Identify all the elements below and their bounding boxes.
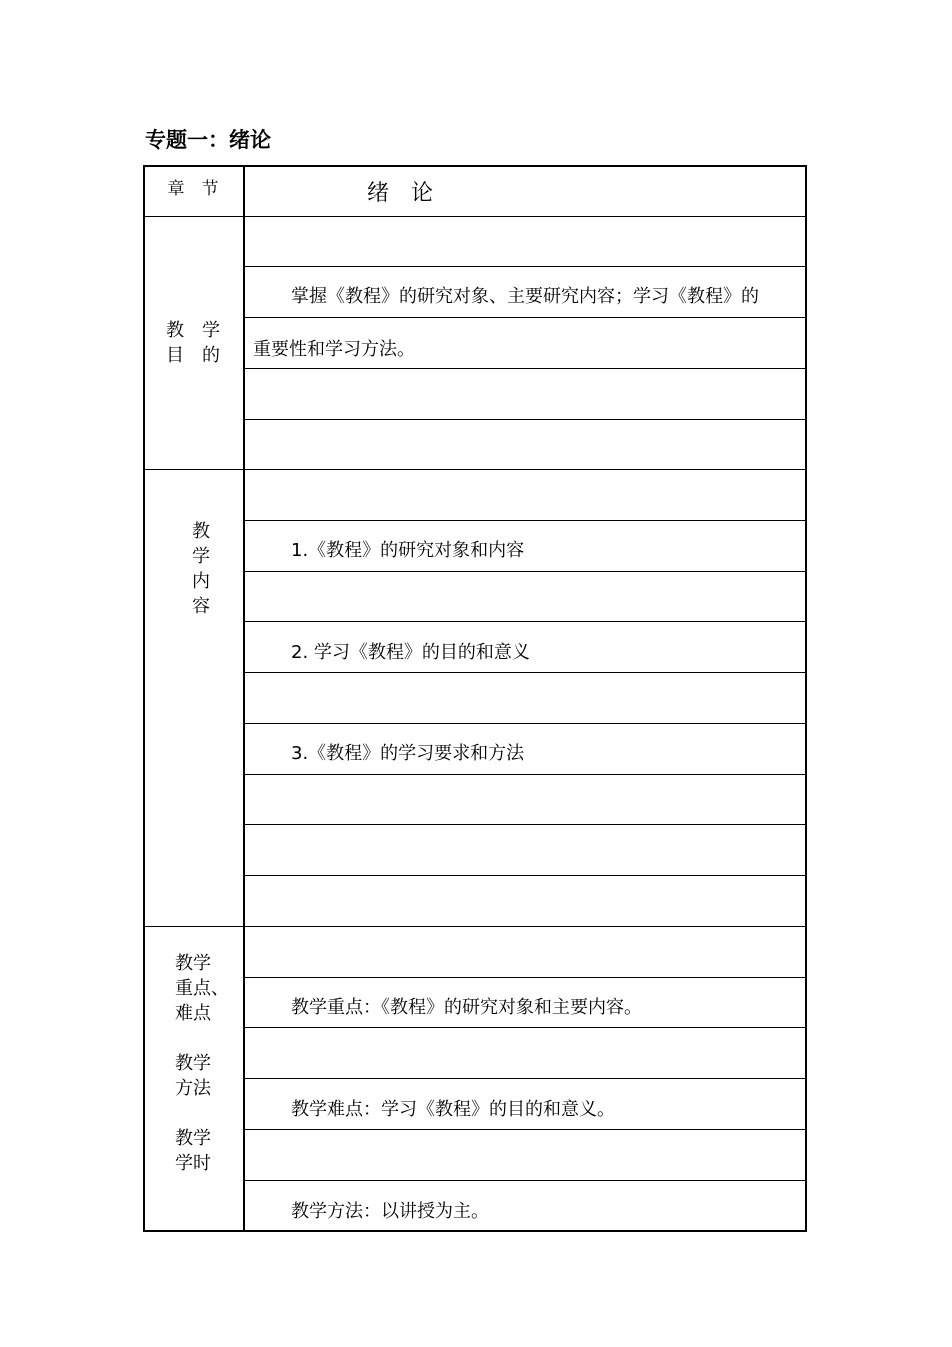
key-label-line: 教学 bbox=[175, 1128, 211, 1149]
row-divider bbox=[243, 1129, 807, 1130]
key-label-line: 学时 bbox=[175, 1153, 211, 1174]
objectives-label-line: 教 学 bbox=[166, 320, 220, 341]
chapter-label: 章 节 bbox=[167, 179, 219, 199]
content-label bbox=[143, 519, 259, 619]
row-divider bbox=[243, 977, 807, 978]
content-item: 2. 学习《教程》的目的和意义 bbox=[291, 642, 530, 663]
content-label-line: 学 bbox=[192, 546, 210, 567]
row-divider bbox=[243, 774, 807, 775]
content-item: 1.《教程》的研究对象和内容 bbox=[291, 540, 525, 561]
content-label-line: 内 bbox=[192, 571, 210, 592]
row-divider bbox=[243, 317, 807, 318]
key-point: 教学重点：《教程》的研究对象和主要内容。 bbox=[291, 997, 642, 1018]
row-divider bbox=[243, 672, 807, 673]
key-label-gap bbox=[175, 1026, 229, 1051]
key-label-line: 重点、 bbox=[175, 978, 229, 999]
difficult-point: 教学难点：学习《教程》的目的和意义。 bbox=[291, 1099, 615, 1120]
row-divider bbox=[243, 520, 807, 521]
teaching-method: 教学方法：以讲授为主。 bbox=[291, 1201, 489, 1222]
column-divider bbox=[243, 165, 245, 1232]
key-label-line: 方法 bbox=[175, 1078, 211, 1099]
content-label-line: 容 bbox=[192, 596, 210, 617]
key-label-line: 教学 bbox=[175, 1053, 211, 1074]
row-divider bbox=[243, 723, 807, 724]
objectives-label bbox=[143, 318, 243, 368]
row-divider bbox=[243, 571, 807, 572]
content-label-line: 教 bbox=[192, 521, 210, 542]
key-label-gap bbox=[175, 1101, 229, 1126]
content-item: 3.《教程》的学习要求和方法 bbox=[291, 743, 525, 764]
row-divider bbox=[243, 1078, 807, 1079]
row-divider bbox=[243, 875, 807, 876]
section-divider bbox=[143, 469, 807, 470]
row-divider bbox=[243, 368, 807, 369]
row-divider bbox=[243, 419, 807, 420]
key-label bbox=[175, 951, 229, 1176]
objectives-text: 掌握《教程》的研究对象、主要研究内容；学习《教程》的 bbox=[291, 286, 759, 307]
chapter-value: 绪 论 bbox=[367, 181, 434, 206]
row-divider bbox=[243, 266, 807, 267]
objectives-text: 重要性和学习方法。 bbox=[253, 339, 415, 360]
row-divider bbox=[243, 621, 807, 622]
row-divider bbox=[143, 216, 807, 217]
key-label-line: 难点 bbox=[175, 1003, 211, 1024]
section-divider bbox=[143, 926, 807, 927]
page-title: 专题一：绪论 bbox=[145, 128, 271, 152]
row-divider bbox=[243, 824, 807, 825]
key-label-line: 教学 bbox=[175, 953, 211, 974]
objectives-label-line: 目 的 bbox=[166, 345, 220, 366]
row-divider bbox=[243, 1027, 807, 1028]
row-divider bbox=[243, 1180, 807, 1181]
lesson-table bbox=[143, 165, 807, 1232]
